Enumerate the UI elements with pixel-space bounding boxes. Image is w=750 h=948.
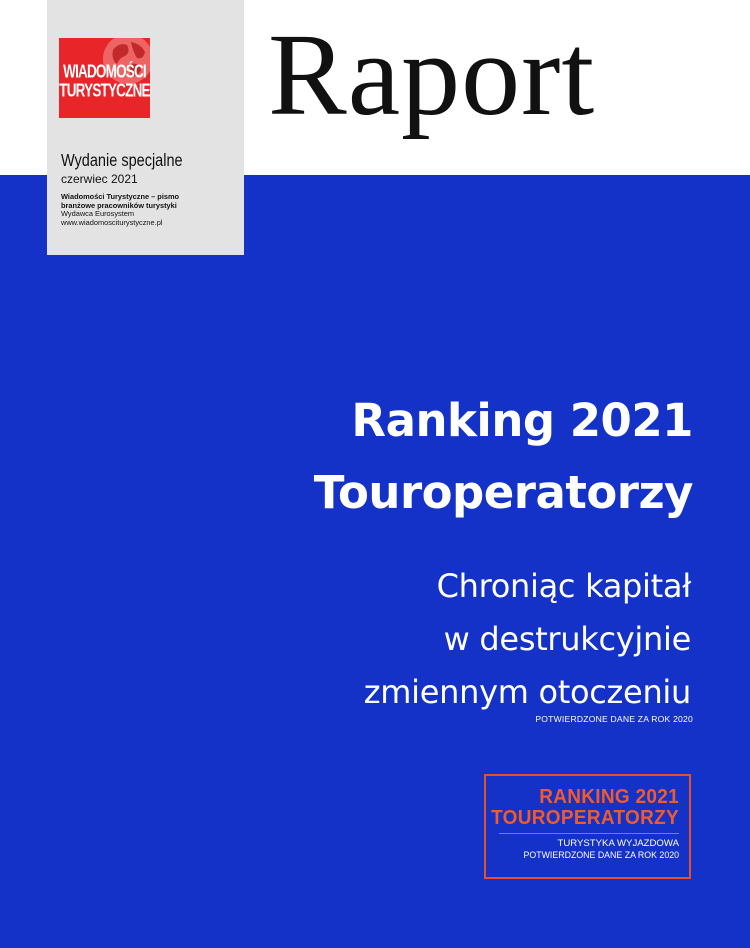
badge-subtitle: TOUROPERATORZY: [491, 807, 679, 830]
report-title: Raport: [268, 9, 596, 140]
badge-title: RANKING 2021: [539, 786, 679, 809]
publisher-line-1: Wiadomości Turystyczne – pismo: [61, 192, 180, 201]
publisher-name: Wydawca Eurosystem: [61, 209, 135, 219]
edition-card: [47, 0, 244, 255]
logo-text-bottom: TURYSTYCZNE: [59, 80, 150, 101]
magazine-logo: [59, 38, 150, 118]
badge-divider: [499, 833, 679, 834]
edition-info: [61, 152, 241, 227]
edition-date: czerwiec 2021: [61, 172, 138, 186]
subtitle-line-3: zmiennym otoczeniu: [363, 673, 691, 711]
data-confirmed-note: POTWIERDZONE DANE ZA ROK 2020: [535, 714, 693, 724]
subtitle-line-2: w destrukcyjnie: [443, 620, 691, 658]
subtitle-line-1: Chroniąc kapitał: [436, 567, 691, 605]
logo-text-top: WIADOMOŚCI: [63, 61, 146, 82]
badge-category: TURYSTYKA WYJAZDOWA: [557, 838, 679, 849]
badge-note: POTWIERDZONE DANE ZA ROK 2020: [523, 850, 679, 860]
ranking-badge: [484, 774, 691, 879]
edition-title: Wydanie specjalne: [61, 152, 183, 171]
headline-line-2: Touroperatorzy: [313, 466, 693, 519]
publisher-line-2: branżowe pracowników turystyki: [61, 200, 177, 210]
website-link[interactable]: www.wiadomosciturystyczne.pl: [61, 217, 163, 227]
headline-line-1: Ranking 2021: [351, 394, 693, 447]
main-headline: [314, 385, 693, 529]
subtitle: [364, 560, 691, 719]
